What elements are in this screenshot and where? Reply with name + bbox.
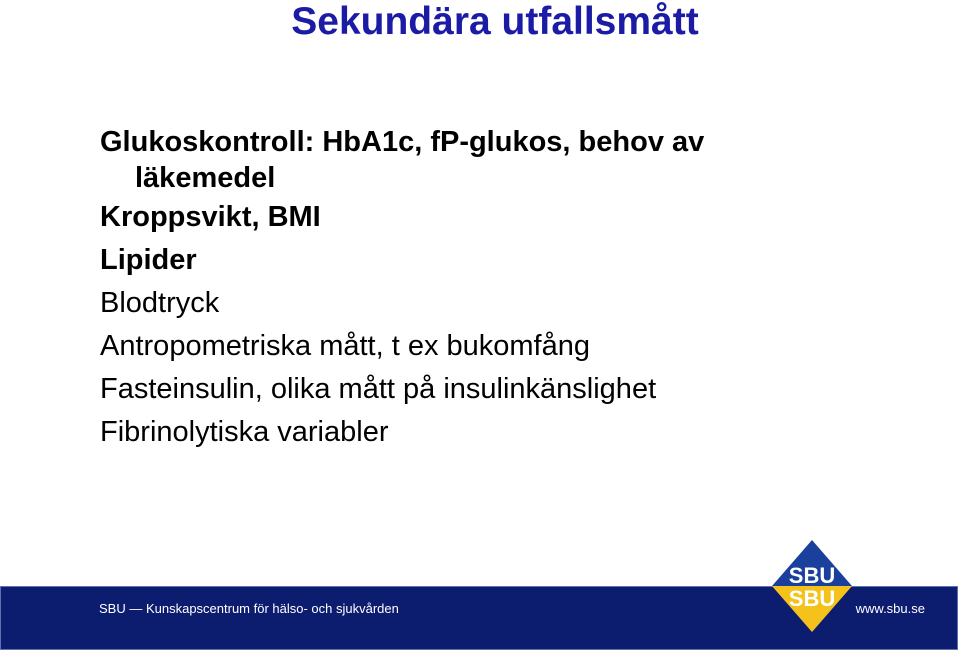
bullet-item	[100, 196, 900, 239]
footer-website-link[interactable]: www.sbu.se	[855, 601, 925, 616]
bullet-item	[100, 124, 900, 196]
slide-title: Sekundära utfallsmått	[291, 0, 699, 43]
bullet-text: Fasteinsulin, olika mått på insulinkänslighet	[100, 373, 657, 405]
bullet-text: Antropometriska mått, t ex bukomfång	[100, 330, 590, 362]
bullet-text: Blodtryck	[100, 287, 220, 319]
bullet-item	[100, 411, 900, 454]
logo-text-bottom: SBU	[788, 586, 836, 611]
bullet-text: Glukoskontroll: HbA1c, fP-glukos, behov av	[100, 126, 705, 158]
bullet-list	[100, 124, 900, 454]
bullet-item	[100, 239, 900, 282]
bullet-item	[100, 368, 900, 411]
footer-organization-text: SBU — Kunskapscentrum för hälso- och sjukvården	[99, 601, 399, 616]
bullet-text: Kroppsvikt, BMI	[100, 201, 321, 233]
bullet-text: Fibrinolytiska variabler	[100, 416, 389, 448]
sbu-logo	[770, 538, 854, 634]
bullet-text: Lipider	[100, 244, 197, 276]
logo-text-top: SBU	[788, 563, 836, 588]
bullet-item	[100, 325, 900, 368]
bullet-item	[100, 282, 900, 325]
bullet-text-continuation: läkemedel	[135, 162, 276, 194]
